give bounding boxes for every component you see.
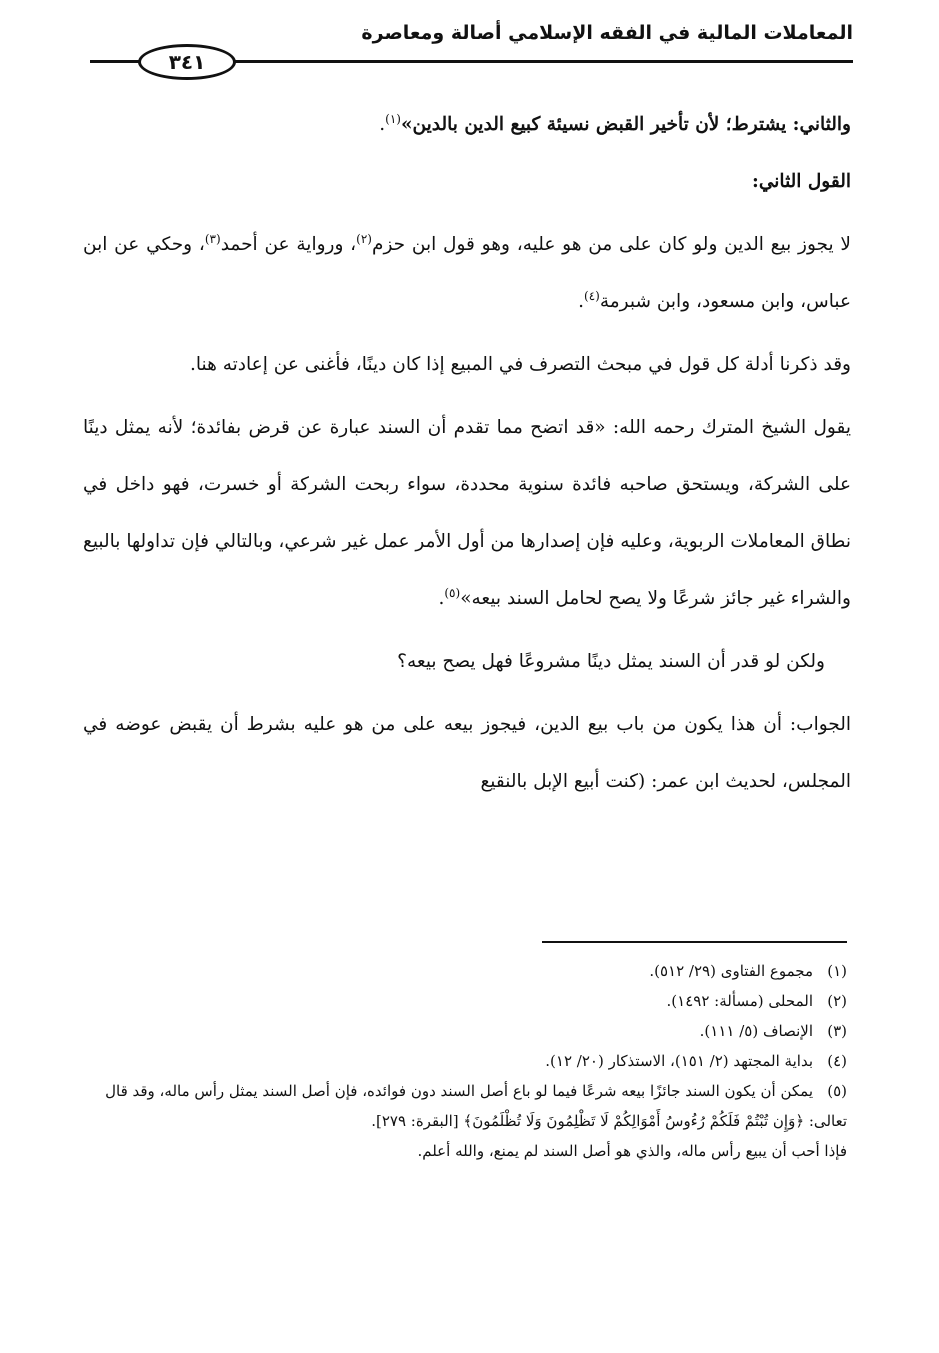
- paragraph-2-text-d: .: [578, 291, 584, 312]
- paragraph-2-text-c: ، وحكي عن ابن عباس، وابن مسعود، وابن شبرمة: [83, 234, 851, 312]
- footnote-number: (٤): [827, 1052, 847, 1070]
- paragraph-4: [83, 399, 851, 627]
- paragraph-5: ولكن لو قدر أن السند يمثل دينًا مشروعًا فهل يصح بيعه؟: [397, 651, 825, 672]
- footnote-separator: [542, 941, 847, 943]
- footnote-text: المحلى (مسألة: ١٤٩٢).: [666, 992, 813, 1010]
- footnote-number: (٣): [827, 1022, 847, 1040]
- paragraph-2-text-b: ، ورواية عن أحمد: [220, 234, 357, 255]
- paragraph-1-text: والثاني: يشترط؛ لأن تأخير القبض نسيئة كبيع الدين بالدين»: [400, 114, 851, 135]
- running-header: المعاملات المالية في الفقه الإسلامي أصالة ومعاصرة: [361, 22, 853, 44]
- footnote-5: [87, 1076, 847, 1136]
- footnote-text: الإنصاف (٥/ ١١١).: [699, 1022, 813, 1040]
- footnote-number: (٥): [827, 1082, 847, 1100]
- footnote-ref-5: (٥): [444, 585, 461, 600]
- page-number: ٣٤١: [138, 44, 236, 80]
- footnote-text: بداية المجتهد (٢/ ١٥١)، الاستذكار (٢٠/ ١٢).: [545, 1052, 813, 1070]
- footnote-number: (٢): [827, 992, 847, 1010]
- paragraph-4-end: .: [438, 588, 445, 609]
- footnote-ref-3: (٣): [204, 231, 221, 246]
- paragraph-1-end: .: [379, 114, 386, 135]
- footnote-2: [87, 986, 847, 1016]
- main-text: [83, 96, 851, 810]
- paragraph-1: [83, 96, 851, 153]
- footnote-5-continuation: فإذا أحب أن يبيع رأس ماله، والذي هو أصل السند لم يمنع، والله أعلم.: [417, 1142, 847, 1160]
- paragraph-4-text: يقول الشيخ المترك رحمه الله: «قد اتضح مما تقدم أن السند عبارة عن قرض بفائدة؛ لأنه يمثل دينًا على الشركة، ويستحق صاحبه فائدة سنوية محددة، سواء ربحت الشركة أو خسرت، فهو داخل في نطاق المعاملات الربوية، وعليه فإن إصدارها من أول الأمر عمل غير شرعي، وبالتالي فإن تداولها بالبيع والشراء غير جائز شرعًا ولا يصح لحامل السند بيعه»: [83, 417, 851, 609]
- paragraph-3: وقد ذكرنا أدلة كل قول في مبحث التصرف في المبيع إذا كان دينًا، فأغنى عن إعادته هنا.: [190, 354, 851, 375]
- paragraph-2-text-a: لا يجوز بيع الدين ولو كان على من هو عليه، وهو قول ابن حزم: [371, 234, 851, 255]
- footnote-4: [87, 1046, 847, 1076]
- footnote-3: [87, 1016, 847, 1046]
- footnotes: [87, 956, 847, 1166]
- footnote-ref-2: (٢): [356, 231, 372, 246]
- footnote-ref-4: (٤): [584, 288, 600, 303]
- footnote-ref-1: (١): [385, 111, 401, 126]
- paragraph-6: الجواب: أن هذا يكون من باب بيع الدين، فيجوز بيعه على من هو عليه بشرط أن يقبض عوضه في المجلس، لحديث ابن عمر: (كنت أبيع الإبل بالنقيع: [83, 714, 851, 792]
- footnote-text: يمكن أن يكون السند جائزًا بيعه شرعًا فيما لو باع أصل السند دون فوائده، فإن أصل السند يمثل رأس ماله، وقد قال تعالى: ﴿وَإِن تُبْتُمْ فَلَكُمْ رُءُوسُ أَمْوَالِكُمْ لَا تَظْلِمُونَ وَلَا تُظْلَمُونَ﴾ [البقرة: ٢٧٩].: [105, 1082, 847, 1130]
- section-heading: القول الثاني:: [752, 171, 851, 192]
- paragraph-2: [83, 216, 851, 330]
- footnote-text: مجموع الفتاوى (٢٩/ ٥١٢).: [649, 962, 813, 980]
- footnote-number: (١): [827, 962, 847, 980]
- footnote-1: [87, 956, 847, 986]
